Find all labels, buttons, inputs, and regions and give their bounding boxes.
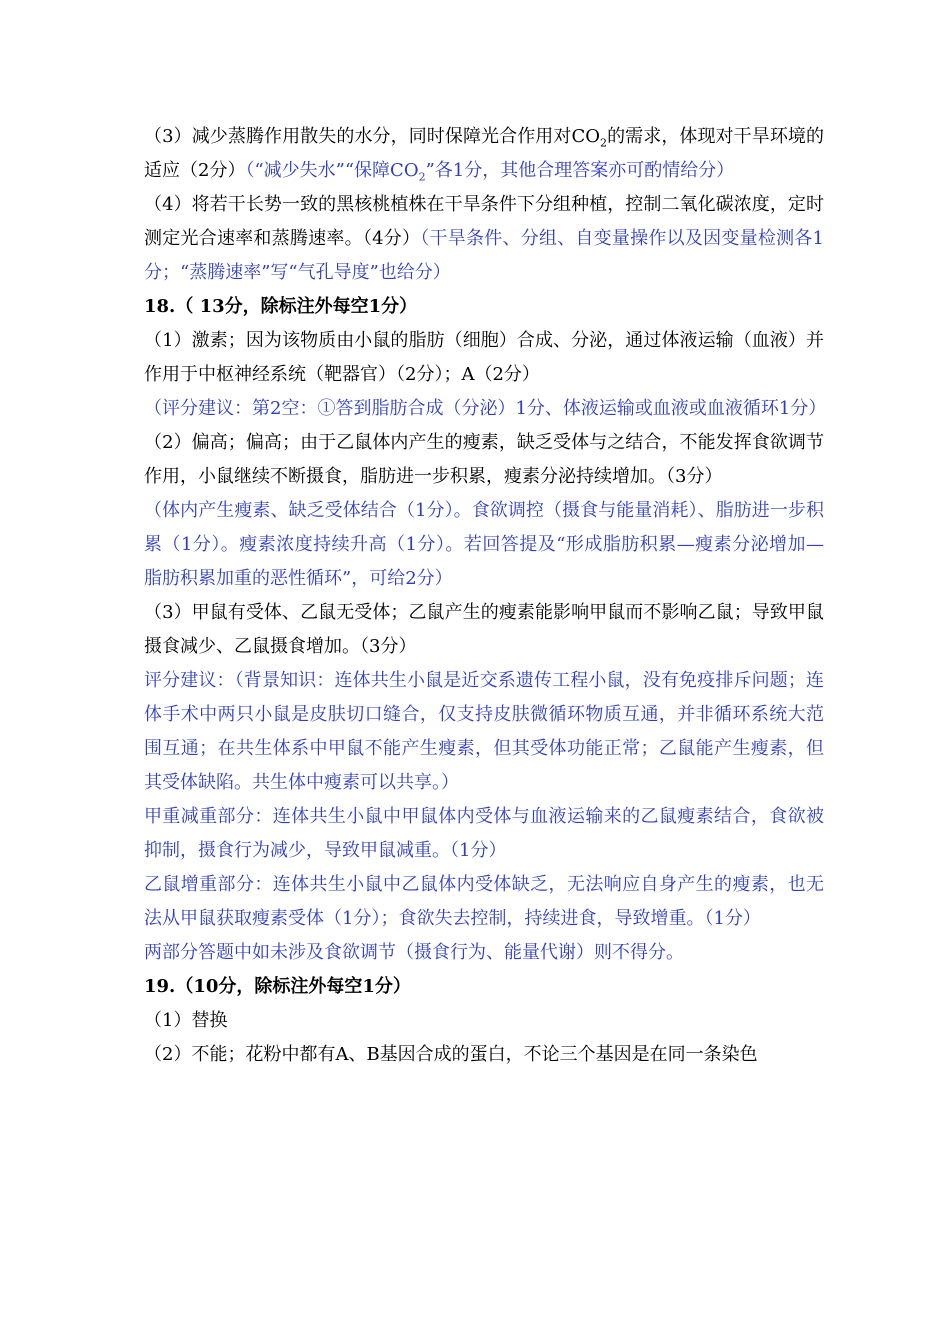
q17-4-answer	[144, 188, 824, 290]
q18-3-scoring-background: 评分建议：（背景知识：连体共生小鼠是近交系遗传工程小鼠，没有免疫排斥问题；连体手术中两只小鼠是皮肤切口缝合，仅支持皮肤微循环物质互通，并非循环系统大范围互通；在共生体系中甲鼠不能产生瘦素，但其受体功能正常；乙鼠能产生瘦素，但其受体缺陷。共生体中瘦素可以共享。）	[144, 670, 824, 793]
q18-heading: 18.（ 13分，除标注外每空1分）	[144, 296, 418, 317]
q17-4-text: （4）将若干长势一致的黑核桃植株在干旱条件下分组种植，控制二氧化碳浓度，定时测定光合速率和蒸腾速率。（4分）	[144, 194, 824, 249]
q18-2-answer: （2）偏高；偏高；由于乙鼠体内产生的瘦素，缺乏受体与之结合，不能发挥食欲调节作用，小鼠继续不断摄食，脂肪进一步积累，瘦素分泌持续增加。（3分）	[144, 432, 824, 487]
q17-3-answer	[144, 120, 824, 188]
q19-heading: 19.（10分，除标注外每空1分）	[144, 976, 411, 997]
q18-1-answer: （1）激素；因为该物质由小鼠的脂肪（细胞）合成、分泌，通过体液运输（血液）并作用于中枢神经系统（靶器官）（2分）；A（2分）	[144, 330, 824, 385]
q19-1-answer: （1）替换	[144, 1010, 228, 1031]
q17-3-note: （“减少失水”“保障$CO_2$”各1分，其他合理答案亦可酌情给分）	[245, 160, 735, 184]
q18-3-scoring-rule: 两部分答题中如未涉及食欲调节（摄食行为、能量代谢）则不得分。	[144, 942, 684, 963]
q17-4-note: （干旱条件、分组、自变量操作以及因变量检测各1分；“蒸腾速率”写“气孔导度”也给分）	[144, 228, 824, 283]
q18-1-scoring-note: （评分建议：第2空：①答到脂肪合成（分泌）1分、体液运输或血液或血液循环1分）	[144, 398, 827, 419]
q19-2-answer: （2）不能；花粉中都有A、B基因合成的蛋白，不论三个基因是在同一条染色	[144, 1044, 758, 1065]
q17-3-text: （3）减少蒸腾作用散失的水分，同时保障光合作用对$CO_2$的需求，体现对干旱环境的适应（2分）	[144, 126, 825, 181]
answer-document	[144, 120, 827, 1072]
q18-3-answer: （3）甲鼠有受体、乙鼠无受体；乙鼠产生的瘦素能影响甲鼠而不影响乙鼠；导致甲鼠摄食减少、乙鼠摄食增加。（3分）	[144, 602, 824, 657]
q18-2-scoring-note: （体内产生瘦素、缺乏受体结合（1分）。食欲调控（摄食与能量消耗）、脂肪进一步积累（1分）。瘦素浓度持续升高（1分）。若回答提及“形成脂肪积累—瘦素分泌增加—脂肪积累加重的恶性循环”，可给2分）	[144, 500, 824, 589]
q18-3-scoring-yi: 乙鼠增重部分：连体共生小鼠中乙鼠体内受体缺乏，无法响应自身产生的瘦素，也无法从甲鼠获取瘦素受体（1分）；食欲失去控制，持续进食，导致增重。（1分）	[144, 874, 824, 929]
q18-3-scoring-jia: 甲重减重部分：连体共生小鼠中甲鼠体内受体与血液运输来的乙鼠瘦素结合，食欲被抑制，摄食行为减少，导致甲鼠减重。（1分）	[144, 806, 824, 861]
